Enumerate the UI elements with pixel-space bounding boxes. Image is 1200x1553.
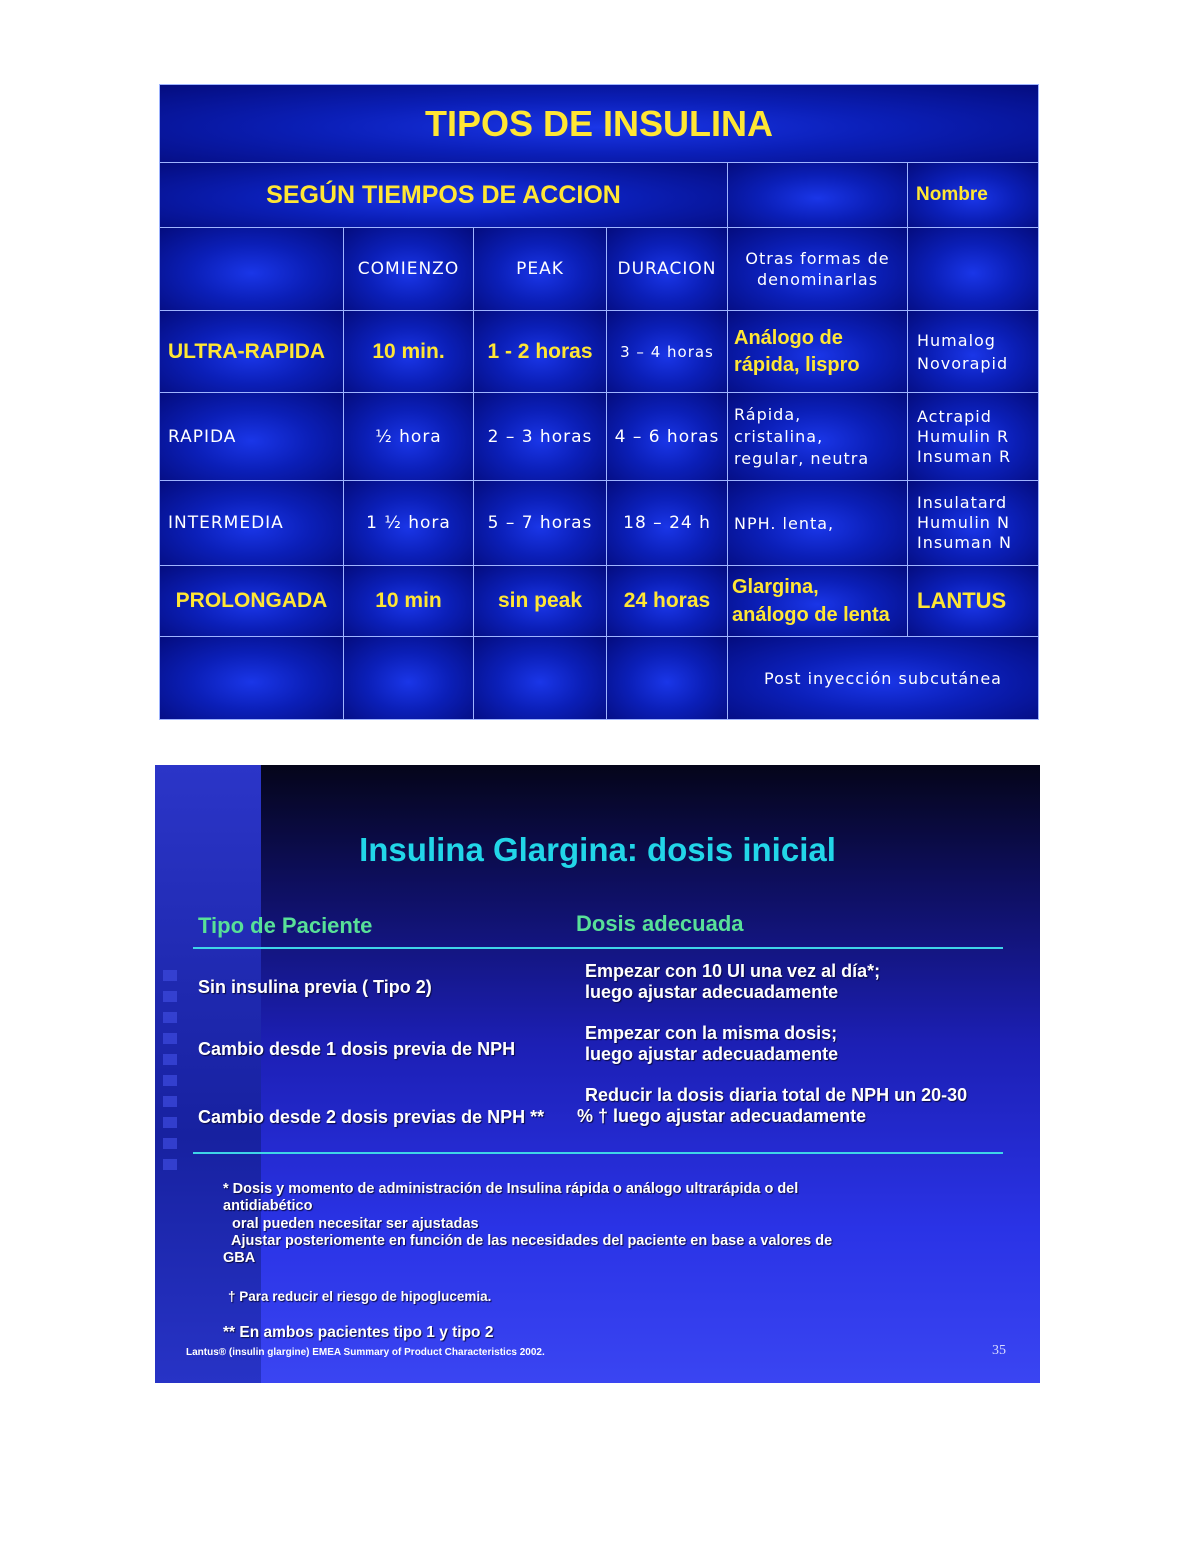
cell-duracion: 3 – 4 horas	[606, 310, 728, 393]
insulin-types-slide	[159, 84, 1039, 720]
nombre-line: Actrapid	[917, 406, 992, 426]
column-header-patient: Tipo de Paciente	[198, 913, 373, 938]
decorative-square	[163, 1138, 177, 1149]
otras-line: rápida, lispro	[734, 353, 860, 376]
cell-peak: 2 – 3 horas	[473, 392, 607, 481]
row-type-ultra-rapida: ULTRA-RAPIDA	[159, 310, 344, 393]
otras-line: análogo de lenta	[732, 604, 890, 626]
footnote-hypoglycemia: † Para reducir el riesgo de hipoglucemia.	[228, 1289, 492, 1304]
patient-type: Sin insulina previa ( Tipo 2)	[198, 977, 432, 997]
cell-comienzo: 10 min	[343, 565, 474, 637]
otras-line: Rápida,	[734, 404, 802, 424]
footnote-patients: ** En ambos pacientes tipo 1 y tipo 2	[223, 1324, 494, 1341]
decorative-square	[163, 1159, 177, 1170]
empty-cell	[159, 636, 344, 720]
row-type-prolongada: PROLONGADA	[159, 565, 344, 637]
cell-comienzo: ½ hora	[343, 392, 474, 481]
row-type-intermedia: INTERMEDIA	[159, 480, 344, 566]
otras-line: regular, neutra	[734, 448, 870, 468]
footnote-line: antidiabético	[223, 1198, 313, 1214]
nombre-line: Humulin N	[917, 513, 1010, 532]
otras-line: NPH. lenta,	[734, 513, 835, 533]
decorative-square	[163, 1075, 177, 1086]
row-type-rapida: RAPIDA	[159, 392, 344, 481]
nombre-line: Insulatard	[917, 493, 1008, 512]
nombre-header: Nombre	[907, 162, 1039, 228]
col-header-comienzo: COMIENZO	[343, 227, 474, 311]
otras-header-line: denominarlas	[756, 270, 879, 289]
footnote-line: oral pueden necesitar ser ajustadas	[232, 1216, 479, 1232]
otras-line: Análogo de	[734, 326, 843, 349]
nombre-line: Insuman N	[917, 533, 1012, 552]
cell-otras	[727, 310, 908, 393]
col-header-duracion: DURACION	[606, 227, 728, 311]
cell-comienzo: 1 ½ hora	[343, 480, 474, 566]
cell-otras	[727, 565, 908, 637]
empty-cell	[343, 636, 474, 720]
empty-corner-cell	[159, 227, 344, 311]
cell-nombre	[907, 480, 1039, 566]
col-header-otras-formas	[727, 227, 908, 311]
empty-header-cell	[727, 162, 908, 228]
dose-line: Empezar con 10 UI una vez al día*;	[585, 961, 881, 981]
otras-line: Glargina,	[732, 576, 819, 598]
reference-citation: Lantus® (insulin glargine) EMEA Summary of Product Characteristics 2002.	[186, 1347, 545, 1358]
patient-type: Cambio desde 2 dosis previas de NPH **	[198, 1107, 545, 1127]
decorative-square	[163, 1012, 177, 1023]
cell-nombre	[907, 310, 1039, 393]
footnote-line: GBA	[223, 1250, 256, 1266]
otras-line: cristalina,	[734, 426, 824, 446]
decorative-square	[163, 991, 177, 1002]
decorative-square	[163, 1054, 177, 1065]
glargina-dose-slide	[155, 765, 1040, 1383]
nombre-line: Humulin R	[917, 426, 1010, 446]
dose-line: luego ajustar adecuadamente	[585, 982, 839, 1002]
dose-line: Reducir la dosis diaria total de NPH un 20-30	[585, 1085, 968, 1105]
cell-comienzo: 10 min.	[343, 310, 474, 393]
dose-line: Empezar con la misma dosis;	[585, 1023, 838, 1043]
patient-type: Cambio desde 1 dosis previa de NPH	[198, 1039, 516, 1059]
otras-header-line: Otras formas de	[745, 249, 890, 268]
footnote-line: * Dosis y momento de administración de Insulina rápida o análogo ultrarápida o del	[223, 1181, 799, 1197]
page-number: 35	[992, 1343, 1006, 1358]
cell-duracion: 24 horas	[606, 565, 728, 637]
decorative-square	[163, 1096, 177, 1107]
nombre-line: Humalog	[917, 330, 996, 350]
cell-duracion: 4 – 6 horas	[606, 392, 728, 481]
decorative-square	[163, 1117, 177, 1128]
cell-nombre	[907, 565, 1039, 637]
slide-title: Insulina Glargina: dosis inicial	[359, 831, 836, 868]
empty-cell	[473, 636, 607, 720]
decorative-square	[163, 970, 177, 981]
cell-duracion: 18 – 24 h	[606, 480, 728, 566]
dose-line: luego ajustar adecuadamente	[585, 1044, 839, 1064]
cell-peak: sin peak	[473, 565, 607, 637]
decorative-square	[163, 1033, 177, 1044]
footnote-line: Ajustar posteriomente en función de las necesidades del paciente en base a valores de	[231, 1233, 833, 1249]
injection-note: Post inyección subcutánea	[727, 636, 1039, 720]
dose-line: % † luego ajustar adecuadamente	[577, 1106, 867, 1126]
cell-peak: 1 - 2 horas	[473, 310, 607, 393]
section-header: SEGÚN TIEMPOS DE ACCION	[159, 162, 728, 228]
bottom-divider	[193, 1152, 1003, 1154]
cell-otras	[727, 480, 908, 566]
empty-header-cell	[907, 227, 1039, 311]
nombre-line: Insuman R	[917, 446, 1012, 466]
cell-nombre	[907, 392, 1039, 481]
column-header-dose: Dosis adecuada	[576, 911, 744, 936]
slide-title: TIPOS DE INSULINA	[159, 84, 1039, 163]
col-header-peak: PEAK	[473, 227, 607, 311]
cell-peak: 5 – 7 horas	[473, 480, 607, 566]
nombre-line: LANTUS	[917, 588, 1007, 613]
nombre-line: Novorapid	[917, 353, 1009, 373]
cell-otras	[727, 392, 908, 481]
empty-cell	[606, 636, 728, 720]
header-divider	[193, 947, 1003, 949]
